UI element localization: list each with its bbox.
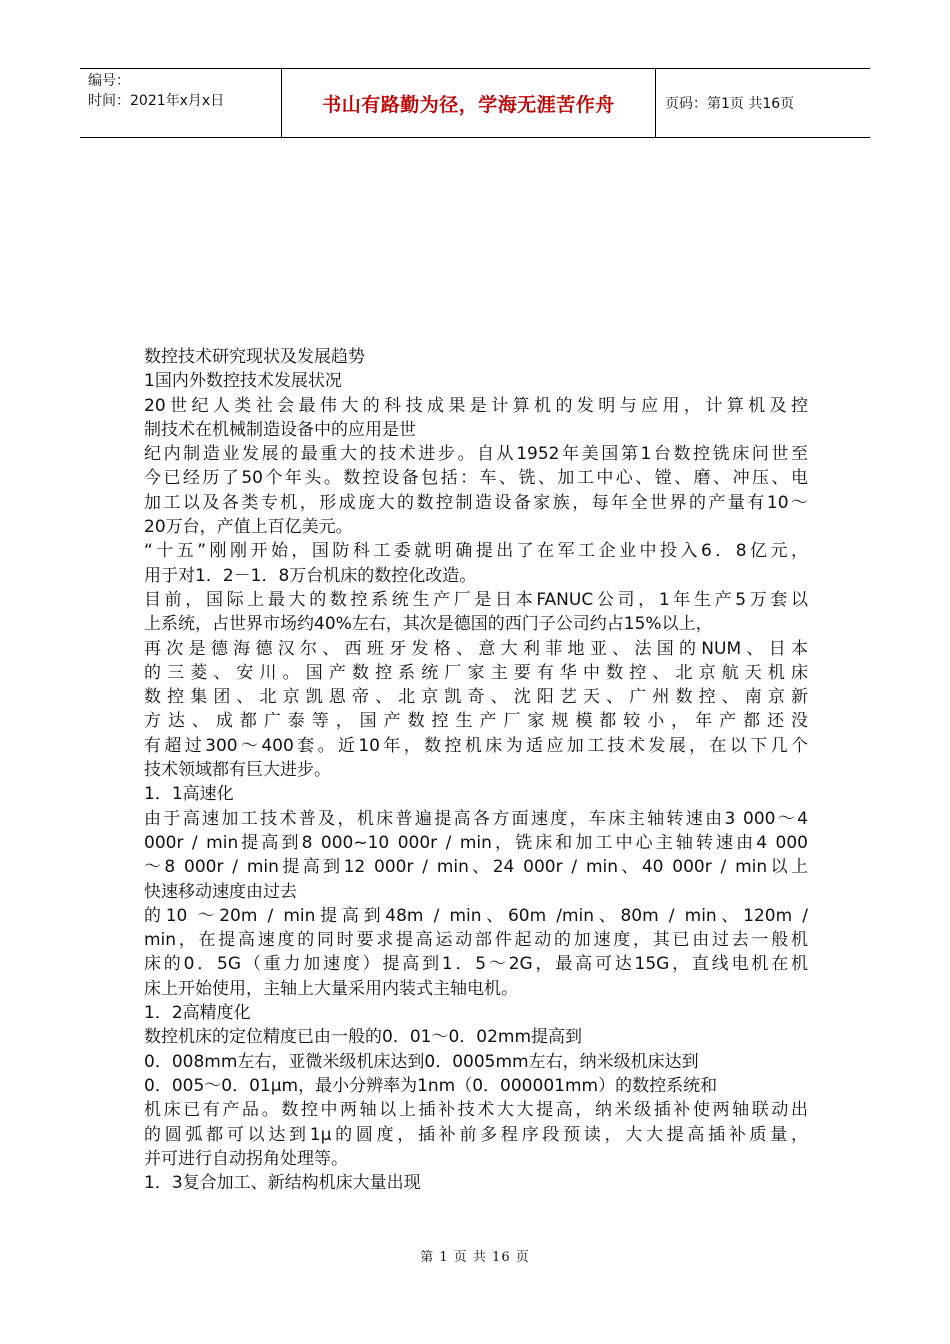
body-line: 的10 ～20m / min提高到48m / min、60m /min、80m / min、120m / [144,905,808,926]
body-line: 有超过300～400套。近10年，数控机床为适应加工技术发展，在以下几个 [144,735,808,756]
document-date: 时间：2021年x月x日 [88,93,225,109]
body-line: 方达、成都广泰等，国产数控生产厂家规模都较小，年产都还没 [144,711,808,732]
body-line: ～8 000r / min提高到12 000r / min、24 000r / min、40 000r / min以上 [144,857,808,878]
body-line: 0．008mm左右，亚微米级机床达到0．0005mm左右，纳米级机床达到 [144,1051,699,1072]
body-line: 目前，国际上最大的数控系统生产厂是日本FANUC公司，1年生产5万套以 [144,589,808,610]
body-line: 技术领域都有巨大进步。 [144,760,331,781]
body-line: 1国内外数控技术发展状况 [144,371,342,392]
header-motto: 书山有路勤为径，学海无涯苦作舟 [322,93,615,116]
body-line: 数控技术研究现状及发展趋势 [144,347,365,367]
body-line: 用于对1．2－1．8万台机床的数控化改造。 [144,565,477,586]
body-line: 制技术在机械制造设备中的应用是世 [144,419,416,440]
body-line: 1．2高精度化 [144,1003,251,1024]
body-line: 的三菱、安川。国产数控系统厂家主要有华中数控、北京航天机床 [144,662,808,683]
body-line: 快速移动速度由过去 [144,881,297,902]
body-line: 由于高速加工技术普及，机床普遍提高各方面速度，车床主轴转速由3 000～4 [144,808,808,829]
page-footer: 第 1 页 共 16 页 [420,1250,530,1265]
document-number-label: 编号： [88,73,130,89]
body-line: 20万台，产值上百亿美元。 [144,517,353,538]
header-motto-cell [282,69,656,137]
document-body [144,345,808,1195]
body-line: 数控机床的定位精度已由一般的0．01～0．02mm提高到 [144,1027,583,1048]
body-line: 1．1高速化 [144,784,234,805]
body-line: 上系统，占世界市场约40%左右，其次是德国的西门子公司约占15%以上， [144,614,713,635]
header-page-cell [656,69,870,137]
body-line: “十五”刚刚开始，国防科工委就明确提出了在军工企业中投入6．8亿元， [144,541,808,562]
body-line: 0．005～0．01μm，最小分辨率为1nm（0．000001mm）的数控系统和 [144,1075,718,1096]
header-meta-cell [80,69,282,137]
body-line: min，在提高速度的同时要求提高运动部件起动的加速度，其已由过去一般机 [144,930,808,951]
body-line: 并可进行自动拐角处理等。 [144,1148,348,1169]
body-line: 机床已有产品。数控中两轴以上插补技术大大提高，纳米级插补使两轴联动出 [144,1100,808,1121]
body-line: 加工以及各类专机，形成庞大的数控制造设备家族，每年全世界的产量有10～ [144,492,808,513]
body-line: 1．3复合加工、新结构机床大量出现 [144,1173,421,1194]
document-header [80,68,870,138]
body-line: 床的0．5G（重力加速度）提高到1．5～2G，最高可达15G，直线电机在机 [144,954,808,975]
body-line: 000r / min提高到8 000~10 000r / min，铣床和加工中心主轴转速由4 000 [144,832,808,853]
body-line: 再次是德海德汉尔、西班牙发格、意大利菲地亚、法国的NUM、日本 [144,638,808,659]
body-line: 20世纪人类社会最伟大的科技成果是计算机的发明与应用，计算机及控 [144,395,808,416]
body-line: 床上开始使用，主轴上大量采用内装式主轴电机。 [144,978,518,999]
body-line: 数控集团、北京凯恩帝、北京凯奇、沈阳艺天、广州数控、南京新 [144,687,808,708]
body-line: 今已经历了50个年头。数控设备包括：车、铣、加工中心、镗、磨、冲压、电 [144,468,808,489]
header-page-info: 页码：第1页 共16页 [665,96,795,112]
body-line: 的圆弧都可以达到1μ的圆度，插补前多程序段预读，大大提高插补质量， [144,1124,808,1145]
body-line: 纪内制造业发展的最重大的技术进步。自从1952年美国第1台数控铣床问世至 [144,444,808,465]
